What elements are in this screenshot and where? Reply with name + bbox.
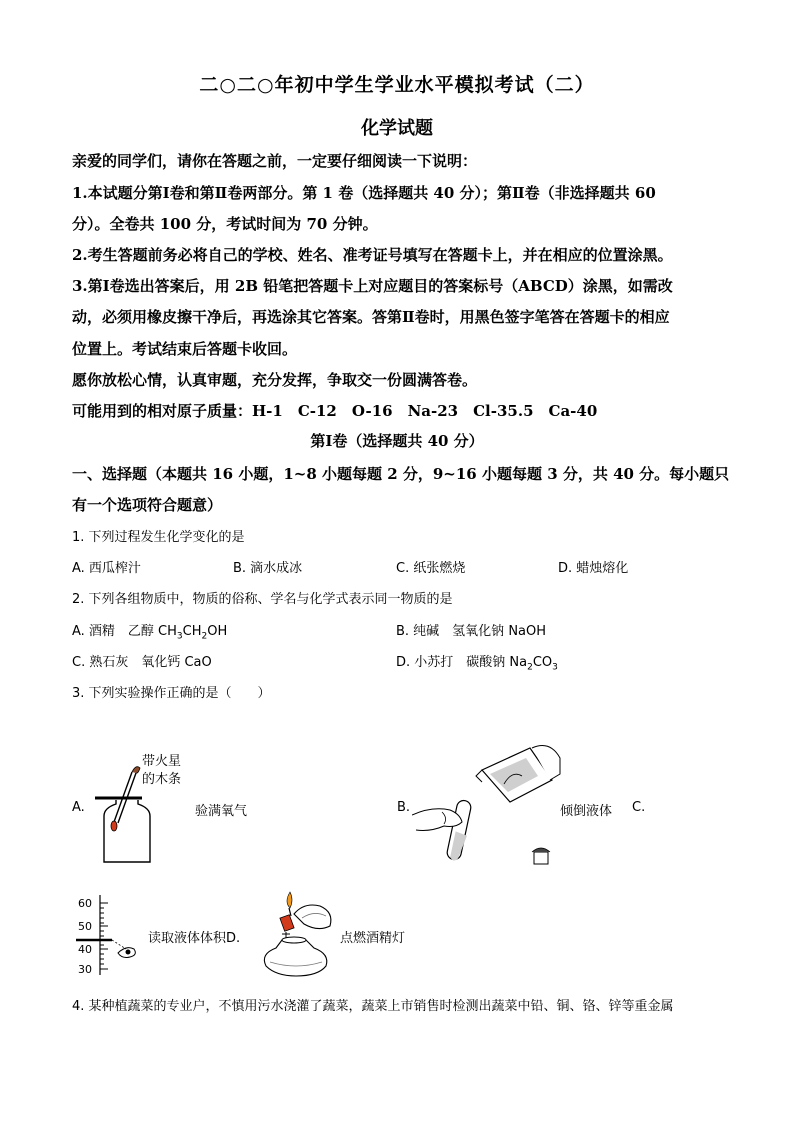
section-heading: 第Ⅰ卷（选择题共 40 分） xyxy=(310,432,484,450)
atomic-masses: 可能用到的相对原子质量：H-1 C-12 O-16 Na-23 Cl-35.5 Ca-40 xyxy=(72,402,598,420)
q2-option-c: C. 熟石灰 氧化钙 CaO xyxy=(72,655,212,670)
q1-option-a: A. 西瓜榨汁 xyxy=(72,561,141,576)
q4-stem: 4. 某种植蔬菜的专业户，不慎用污水浇灌了蔬菜，蔬菜上市销售时检测出蔬菜中铅、铜、铬、锌等重金属 xyxy=(72,999,674,1014)
q2-stem: 2. 下列各组物质中，物质的俗称、学名与化学式表示同一物质的是 xyxy=(72,592,453,607)
q1-option-d: D. 蜡烛熔化 xyxy=(558,561,629,576)
cylinder-tick-30: 30 xyxy=(78,963,92,976)
q3-option-a-letter: A. xyxy=(72,800,85,815)
q3-option-b-letter: B. xyxy=(397,800,411,815)
q1-option-c: C. 纸张燃烧 xyxy=(396,561,466,576)
q3-option-c-letter: C. xyxy=(632,800,646,815)
intro-item1-line1: 1.本试题分第Ⅰ卷和第Ⅱ卷两部分。第 1 卷（选择题共 40 分）；第Ⅱ卷（非选择题共 60 xyxy=(72,184,656,202)
q2-option-b: B. 纯碱 氢氧化钠 NaOH xyxy=(396,624,547,639)
pouring-illustration xyxy=(412,740,562,870)
cylinder-tick-60: 60 xyxy=(78,897,92,910)
intro-greeting: 亲爱的同学们，请你在答题之前，一定要仔细阅读一下说明： xyxy=(72,152,478,170)
q3-option-a-caption: 验满氧气 xyxy=(195,804,248,819)
intro-item3-line3: 位置上。考试结束后答题卡收回。 xyxy=(72,340,298,358)
q3-option-d-caption: 点燃酒精灯 xyxy=(340,931,406,946)
section-instructions-line2: 有一个选项符合题意） xyxy=(72,496,223,514)
wood-splint-label: 带火星 的木条 xyxy=(142,754,182,787)
q1-stem: 1. 下列过程发生化学变化的是 xyxy=(72,530,245,545)
intro-item3-line2: 动，必须用橡皮擦干净后，再选涂其它答案。答第Ⅱ卷时，用黑色签字笔答在答题卡的相应 xyxy=(72,308,670,326)
q3-option-d-letter: D. xyxy=(226,931,241,946)
q2-option-a: A. 酒精 乙醇 $CH_3CH_2OH$ xyxy=(72,624,228,642)
gas-bottle-illustration xyxy=(92,760,162,866)
intro-item2: 2.考生答题前务必将自己的学校、姓名、准考证号填写在答题卡上，并在相应的位置涂黑。 xyxy=(72,246,673,264)
q1-option-b: B. 滴水成冰 xyxy=(233,561,303,576)
exam-title: 二○二○年初中学生学业水平模拟考试（二） xyxy=(199,74,595,96)
section-instructions-line1: 一、选择题（本题共 16 小题，1~8 小题每题 2 分，9~16 小题每题 3 分，共 40 分。每小题只 xyxy=(72,465,730,483)
intro-wish: 愿你放松心情，认真审题，充分发挥，争取交一份圆满答卷。 xyxy=(72,371,478,389)
graduated-cylinder-illustration xyxy=(76,893,146,977)
q3-stem: 3. 下列实验操作正确的是（ ） xyxy=(72,686,271,701)
q2-option-d: D. 小苏打 碳酸钠 $Na_2CO_3$ xyxy=(396,655,558,673)
alcohol-lamp-illustration xyxy=(256,888,340,980)
intro-item1-line2: 分）。全卷共 100 分，考试时间为 70 分钟。 xyxy=(72,215,378,233)
intro-item3-line1: 3.第Ⅰ卷选出答案后，用 2B 铅笔把答题卡上对应题目的答案标号（ABCD）涂黑，如需改 xyxy=(72,277,673,295)
cylinder-tick-50: 50 xyxy=(78,920,92,933)
q3-option-b-caption: 倾倒液体 xyxy=(560,804,613,819)
exam-subtitle: 化学试题 xyxy=(361,118,433,139)
cylinder-tick-40: 40 xyxy=(78,943,92,956)
q3-option-c-caption: 读取液体体积D. xyxy=(148,931,241,946)
